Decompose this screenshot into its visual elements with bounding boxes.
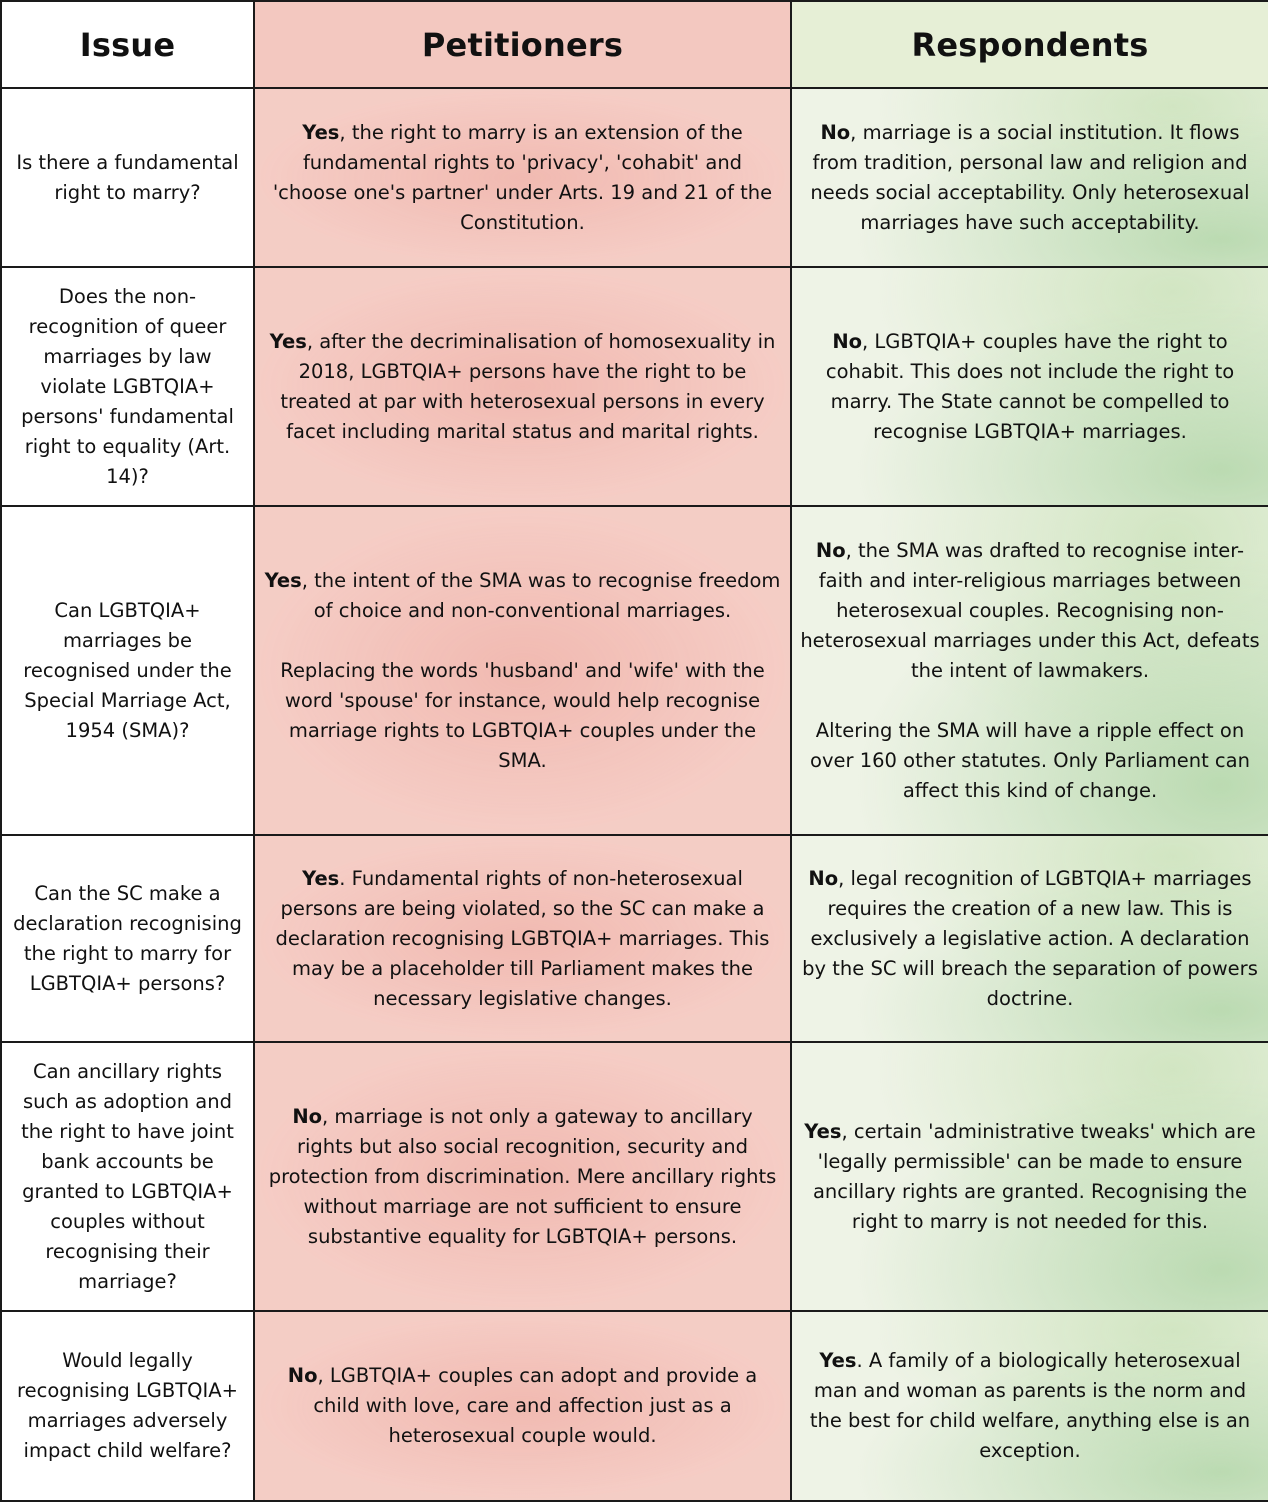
petitioners-verdict: Yes — [302, 120, 340, 144]
respondents-argument: , the SMA was drafted to recognise inter-faith and inter-religious marriages between heterosexual couples. Recognising non-heterosexual marriages under this Act, defeats the intent of lawmakers. — [800, 538, 1260, 682]
petitioners-argument: , after the decriminalisation of homosexuality in 2018, LGBTQIA+ persons have the right to be treated at par with heterosexual persons in every facet including marital status and marital rights. — [280, 329, 776, 443]
petitioners-argument: , marriage is not only a gateway to ancillary rights but also social recognition, security and protection from discrimination. Mere ancillary rights without marriage are not sufficient to ensure substantive equality for LGBTQIA+ persons. — [268, 1104, 777, 1248]
table-row — [1, 1042, 1268, 1311]
respondents-verdict: No — [832, 329, 863, 353]
respondents-cell — [791, 1042, 1268, 1311]
respondents-argument: , LGBTQIA+ couples have the right to cohabit. This does not include the right to marry. The State cannot be compelled to recognise LGBTQIA+ marriages. — [825, 329, 1235, 443]
respondents-cell — [791, 506, 1268, 835]
respondents-argument: , marriage is a social institution. It flows from tradition, personal law and religion and needs social acceptability. Only heterosexual marriages have such acceptability. — [810, 120, 1250, 234]
petitioners-verdict: No — [292, 1104, 323, 1128]
respondents-cell — [791, 835, 1268, 1042]
petitioners-paragraph — [263, 566, 782, 626]
respondents-cell — [791, 1311, 1268, 1501]
table-row — [1, 1311, 1268, 1501]
respondents-cell — [791, 88, 1268, 267]
respondents-verdict: No — [808, 866, 839, 890]
issue-cell: Can ancillary rights such as adoption and the right to have joint bank accounts be granted to LGBTQIA+ couples without recognising their marriage? — [1, 1042, 254, 1311]
respondents-verdict: Yes — [804, 1119, 842, 1143]
respondents-argument: . A family of a biologically heterosexual man and woman as parents is the norm and the best for child welfare, anything else is an exception. — [809, 1349, 1251, 1462]
petitioners-cell — [254, 835, 791, 1042]
petitioners-cell — [254, 506, 791, 835]
header-issue: Issue — [1, 1, 254, 88]
respondents-verdict: No — [820, 120, 851, 144]
issue-cell: Can LGBTQIA+ marriages be recognised under the Special Marriage Act, 1954 (SMA)? — [1, 506, 254, 835]
table-row — [1, 88, 1268, 267]
respondents-cell — [791, 267, 1268, 506]
petitioners-verdict: No — [287, 1364, 318, 1387]
respondents-verdict: Yes — [819, 1349, 857, 1372]
issue-cell: Would legally recognising LGBTQIA+ marriages adversely impact child welfare? — [1, 1311, 254, 1501]
respondents-argument: , legal recognition of LGBTQIA+ marriages requires the creation of a new law. This is exclusively a legislative action. A declaration by the SC will breach the separation of powers doctrine. — [802, 866, 1258, 1010]
header-row — [1, 1, 1268, 88]
issue-cell: Does the non-recognition of queer marriages by law violate LGBTQIA+ persons' fundamental right to equality (Art. 14)? — [1, 267, 254, 506]
respondents-paragraph — [800, 536, 1260, 686]
issue-cell: Can the SC make a declaration recognising the right to marry for LGBTQIA+ persons? — [1, 835, 254, 1042]
issue-cell: Is there a fundamental right to marry? — [1, 88, 254, 267]
respondents-argument: , certain 'administrative tweaks' which are 'legally permissible' can be made to ensure ancillary rights are granted. Recognising the right to marry is not needed for this. — [812, 1119, 1256, 1233]
petitioners-argument: , the right to marry is an extension of the fundamental rights to 'privacy', 'cohabit' and 'choose one's partner' under Arts. 19 and 21 of the Constitution. — [272, 120, 773, 234]
petitioners-argument: , the intent of the SMA was to recognise freedom of choice and non-conventional marriages. — [301, 568, 781, 622]
petitioners-verdict: Yes — [269, 329, 307, 353]
table-row — [1, 267, 1268, 506]
header-petitioners: Petitioners — [254, 1, 791, 88]
respondents-argument-2: Altering the SMA will have a ripple effect on over 160 other statutes. Only Parliament can affect this kind of change. — [810, 718, 1250, 802]
petitioners-argument-2: Replacing the words 'husband' and 'wife' with the word 'spouse' for instance, would help recognise marriage rights to LGBTQIA+ couples under the SMA. — [280, 658, 765, 772]
petitioners-argument: . Fundamental rights of non-heterosexual persons are being violated, so the SC can make a declaration recognising LGBTQIA+ marriages. This may be a placeholder till Parliament makes the necessary legislative changes. — [275, 866, 770, 1010]
petitioners-cell — [254, 1042, 791, 1311]
petitioners-verdict: Yes — [302, 866, 340, 890]
petitioners-argument: , LGBTQIA+ couples can adopt and provide a child with love, care and affection just as a heterosexual couple would. — [313, 1364, 758, 1447]
table-row — [1, 506, 1268, 835]
petitioners-cell — [254, 267, 791, 506]
header-respondents: Respondents — [791, 1, 1268, 88]
petitioners-cell — [254, 88, 791, 267]
table-row — [1, 835, 1268, 1042]
petitioners-verdict: Yes — [264, 568, 302, 592]
respondents-verdict: No — [815, 538, 846, 562]
petitioners-cell — [254, 1311, 791, 1501]
